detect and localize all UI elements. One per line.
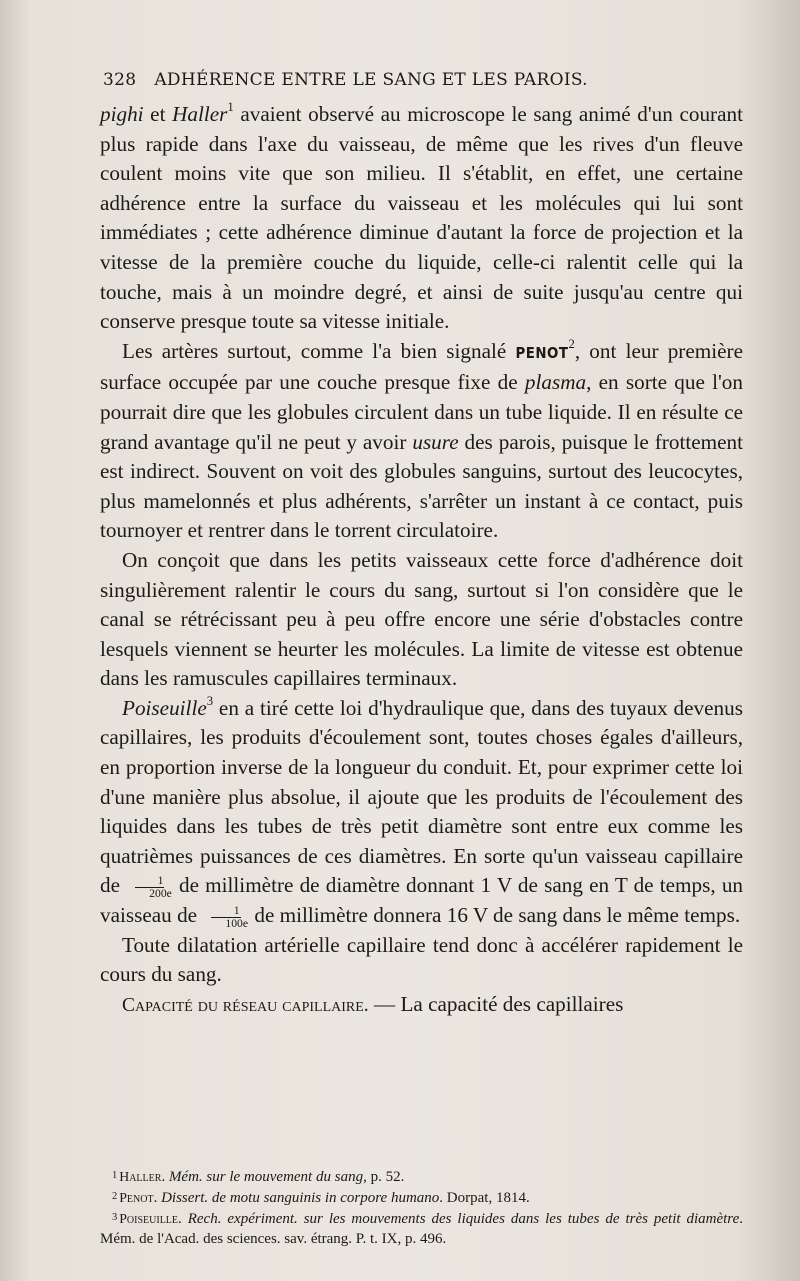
term-usure: usure	[412, 429, 459, 454]
text-run: , ont leur première surface occupée par une couche presque fixe de	[100, 338, 743, 395]
running-title: ADHÉRENCE ENTRE LE SANG ET LES PAROIS.	[154, 70, 588, 90]
footnote-mark: 2	[112, 1191, 118, 1203]
paragraph-1	[100, 100, 743, 337]
paragraph-4	[100, 694, 743, 931]
name-penot: PENOT	[515, 344, 569, 362]
footnote-author: Penot	[119, 1190, 154, 1206]
name-haller: Haller	[172, 102, 228, 126]
page-number: 328	[103, 70, 137, 90]
footnote-ref-3: 3	[206, 693, 214, 708]
body-text	[100, 100, 743, 1020]
paragraph-5: Toute dilatation artérielle capillaire tend donc à accélérer rapidement le cours du sang.	[100, 932, 743, 987]
footnote-rest: . Dorpat, 1814.	[439, 1190, 530, 1207]
fraction-denominator: 200e	[149, 887, 172, 901]
footnote-mark: 1	[112, 1170, 118, 1181]
section-heading: Capacité du réseau capillaire.	[122, 994, 369, 1016]
running-header	[103, 70, 663, 90]
footnote-2: $^2$ Penot. Dissert. de motu sanguinis in corpore humano. Dorpat, 1814.	[112, 1190, 530, 1207]
footnote-title: Mém. sur le mouvement du sang	[168, 1169, 364, 1186]
footnote-rest: . Mém. de l'Acad. des sciences. sav. étrang. P. t. IX, p. 496.	[100, 1211, 743, 1248]
name-poiseuille: Poiseuille	[122, 695, 207, 720]
text-run: et	[143, 102, 173, 126]
fraction-numerator: 1	[135, 875, 165, 888]
footnote-ref-1: 1	[227, 99, 234, 114]
text-run: de millimètre donnera 16 V de sang dans le même temps.	[249, 903, 741, 928]
text-run: , en sorte que l'on pourrait dire que les globules circulent dans un tube liquide. Il en résulte ce grand avantage qu'il ne peut y avoir	[100, 370, 743, 454]
paragraph-6	[100, 990, 743, 1021]
paragraph-3: On conçoit que dans les petits vaisseaux cette force d'adhérence doit singulièrement ralentir le cours du sang, surtout si l'on considère que le canal se rétrécissant peu à peu offre encore une série d'obstacles contre lesquels viennent se heurter les molécules. La limite de vitesse est obtenue dans les ramuscules capillaires terminaux.	[100, 547, 743, 691]
term-plasma: plasma	[524, 370, 587, 395]
fraction-1-200	[127, 875, 172, 899]
footnote-mark: 3	[112, 1212, 118, 1224]
name-malpighi: pighi	[100, 102, 144, 126]
fraction-denominator: 100e	[225, 916, 249, 930]
fraction-numerator: 1	[211, 905, 241, 918]
text-run: — La capacité des capillaires	[368, 991, 624, 1016]
footnote-author: Poiseuille	[119, 1211, 179, 1227]
text-run: Les artères surtout, comme l'a bien signalé	[122, 338, 516, 363]
footnote-ref-2: 2	[568, 336, 575, 351]
text-run: de millimètre de diamètre donnant 1 V de sang en T de temps, un vaisseau de	[100, 873, 744, 928]
footnote-title: Rech. expériment. sur les mouvements des liquides dans les tubes de très petit diamètre	[187, 1211, 740, 1228]
paragraph-2	[100, 337, 743, 546]
footnotes	[100, 1166, 743, 1249]
footnote-title: Dissert. de motu sanguinis in corpore humano	[161, 1190, 440, 1207]
footnote-rest: , p. 52.	[363, 1169, 405, 1186]
text-run: des parois, puisque le frottement est indirect. Souvent on voit des globules sanguins, surtout des leucocytes, plus mamelonnés et plus adhérents, s'arrêter un instant à ce contact, puis tournoyer et rentrer dans le torrent circulatoire.	[100, 429, 743, 543]
fraction-1-100	[203, 905, 248, 929]
footnote-3: $^3$ Poiseuille. Rech. expériment. sur les mouvements des liquides dans les tubes de très petit diamètre. Mém. de l'Acad. des sciences. sav. étrang. P. t. IX, p. 496.	[100, 1211, 743, 1248]
footnote-author: Haller	[119, 1169, 162, 1185]
text-run: avaient observé au microscope le sang animé d'un courant plus rapide dans l'axe du vaisseau, de même que les rives d'un fleuve coulent moins vite que son milieu. Il s'établit, en effet, une certaine adhérence entre la surface du vaisseau et les molécules qui lui sont immédiates ; cette adhérence diminue d'autant la force de projection et la vitesse de la première couche du liquide, celle-ci ralentit celle qui la touche, mais à un moindre degré, et ainsi de suite jusqu'au centre qui conserve presque toute sa vitesse initiale.	[100, 102, 743, 334]
text-run: en a tiré cette loi d'hydraulique que, dans des tuyaux devenus capillaires, les produits d'écoulement sont, toutes choses égales d'ailleurs, en proportion inverse de la longueur du conduit. Et, pour exprimer cette loi d'une manière plus absolue, il ajoute que les produits de l'écoulement des liquides dans les tubes de très petit diamètre sont entre eux comme les quatrièmes puissances de ces diamètres. En sorte qu'un vaisseau capillaire de	[100, 695, 743, 898]
footnote-1: $^1$ Haller. Mém. sur le mouvement du sang, p. 52.	[112, 1169, 405, 1186]
